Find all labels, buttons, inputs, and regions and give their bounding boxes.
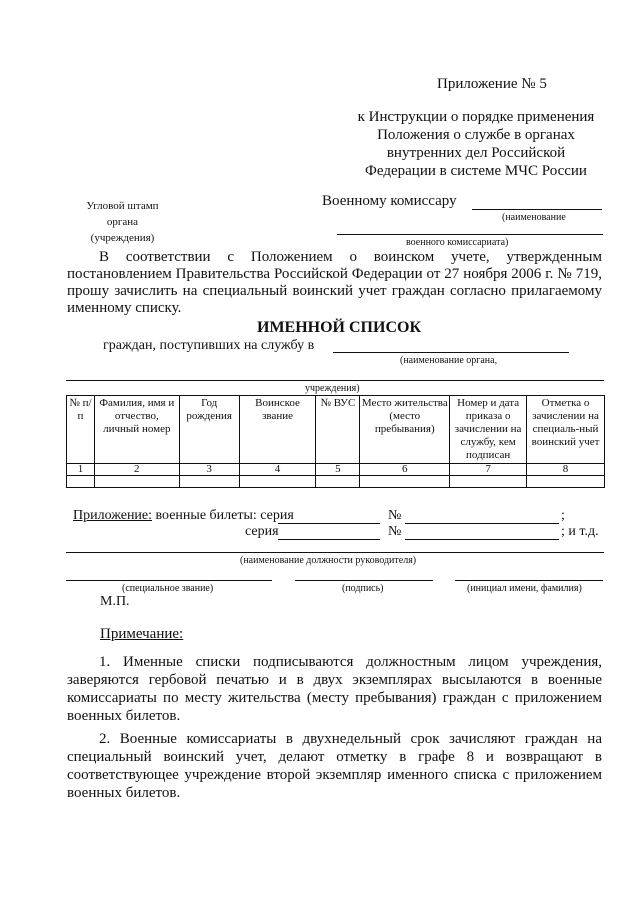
table-cell — [316, 476, 360, 488]
table-cell — [527, 476, 605, 488]
stamp-line: (учреждения) — [90, 232, 155, 244]
header-cell: Воинское звание — [239, 396, 316, 464]
column-number: 1 — [67, 464, 95, 476]
stamp-line: органа — [106, 216, 139, 228]
instruction-line: к Инструкции о порядке применения — [357, 109, 595, 125]
addressee-line — [472, 209, 602, 210]
number-sign: № — [388, 508, 402, 523]
header-cell: № ВУС — [316, 396, 360, 464]
note-title: Примечание: — [100, 626, 184, 642]
stamp-line: Угловой штамп — [86, 200, 159, 212]
column-number: 4 — [239, 464, 316, 476]
number-sign-2: № — [388, 524, 402, 539]
header-cell: Фамилия, имя и отчество, личный номер — [94, 396, 179, 464]
header-cell: Место жительства (место пребывания) — [360, 396, 450, 464]
etc-label: ; и т.д. — [561, 524, 599, 539]
note-item-1: 1. Именные списки подписываются должностным лицом учреждения, заверяются гербовой печатью и в двух экземплярах высылаются в военные комиссариаты по месту жительства (месту пребывания) граждан с приложением военных билетов. — [67, 654, 602, 724]
rank-line — [66, 580, 272, 581]
attachment-text: военные билеты: серия — [155, 508, 294, 523]
institution-line — [66, 380, 604, 381]
personnel-table — [66, 395, 605, 488]
attachment-row-1 — [73, 508, 294, 524]
number-line-2 — [405, 539, 559, 540]
note-item-2: 2. Военные комиссариаты в двухнедельный срок зачисляют граждан на специальный воинский учет, делают отметку в графе 8 и возвращают в соответствующее учреждение второй экземпляр именного списка с приложением военных билетов. — [67, 731, 602, 801]
column-number: 3 — [179, 464, 239, 476]
instruction-line: внутренних дел Российской — [386, 145, 566, 161]
header-cell: Номер и дата приказа о зачислении на службу, кем подписан — [450, 396, 527, 464]
table-cell — [179, 476, 239, 488]
column-number: 8 — [527, 464, 605, 476]
column-number: 2 — [94, 464, 179, 476]
intro-paragraph: В соответствии с Положением о воинском учете, утвержденным постановлением Правительства Российской Федерации от 27 ноября 2006 г. № 719, прошу зачислить на специальный воинский учет граждан согласно прилагаемому именному списку. — [67, 249, 602, 316]
series-line — [278, 523, 380, 524]
org-line — [333, 352, 569, 353]
semicolon: ; — [561, 508, 565, 523]
header-cell: № п/п — [67, 396, 95, 464]
addressee-hint: (наименование — [502, 212, 566, 223]
list-subtitle: граждан, поступивших на службу в — [103, 338, 315, 353]
rank-hint: (специальное звание) — [122, 583, 214, 594]
series-line-2 — [278, 539, 380, 540]
corner-stamp — [60, 198, 185, 246]
institution-hint: учреждения) — [305, 383, 360, 394]
instruction-line: Положения о службе в органах — [377, 127, 575, 143]
table-cell — [239, 476, 316, 488]
table-cell — [360, 476, 450, 488]
table-header-row — [67, 396, 605, 464]
name-line — [455, 580, 603, 581]
commissariat-hint: военного комиссариата) — [406, 237, 509, 248]
commissariat-line — [337, 234, 603, 235]
attachment-label: Приложение: — [73, 508, 153, 523]
seal-place: М.П. — [100, 594, 130, 609]
signature-line — [295, 580, 433, 581]
name-hint: (инициал имени, фамилия) — [467, 583, 582, 594]
column-number: 5 — [316, 464, 360, 476]
instruction-line: Федерации в системе МЧС России — [365, 163, 587, 179]
series-label: серия — [245, 524, 279, 539]
table-number-row — [67, 464, 605, 476]
header-cell: Отметка о зачислении на специаль-ный воинский учет — [527, 396, 605, 464]
instruction-reference — [340, 108, 612, 180]
appendix-title: Приложение № 5 — [437, 76, 547, 92]
head-position-line — [66, 552, 604, 553]
org-hint: (наименование органа, — [400, 355, 498, 366]
table-row — [67, 476, 605, 488]
addressee-label: Военному комиссару — [322, 193, 457, 209]
head-position-hint: (наименование должности руководителя) — [240, 555, 417, 566]
number-line — [405, 523, 559, 524]
header-cell: Год рождения — [179, 396, 239, 464]
table-cell — [94, 476, 179, 488]
table-cell — [450, 476, 527, 488]
signature-hint: (подпись) — [342, 583, 384, 594]
column-number: 7 — [450, 464, 527, 476]
list-title: ИМЕННОЙ СПИСОК — [257, 319, 422, 336]
table-cell — [67, 476, 95, 488]
column-number: 6 — [360, 464, 450, 476]
